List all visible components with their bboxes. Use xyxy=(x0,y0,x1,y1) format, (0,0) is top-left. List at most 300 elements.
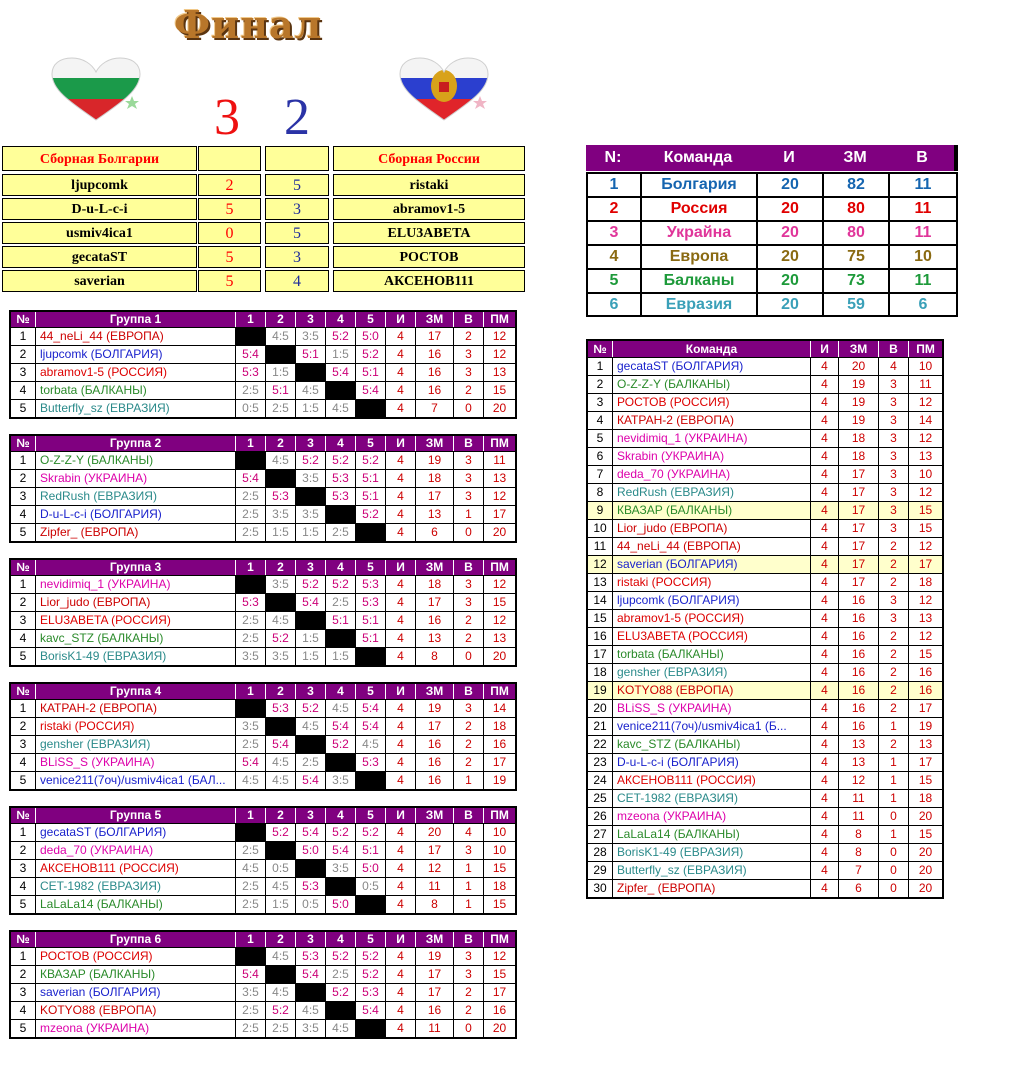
standings-cell: 20 xyxy=(756,246,822,268)
group-stat-cell: 17 xyxy=(415,328,453,345)
standings-header-cell: И xyxy=(783,149,795,166)
group-result-cell: 5:4 xyxy=(235,754,265,771)
group-row-number: 2 xyxy=(19,843,27,857)
score-right: 2 xyxy=(284,89,310,146)
standings-row xyxy=(586,196,958,220)
overall-row xyxy=(588,735,942,753)
group-row xyxy=(11,487,515,505)
overall-stat-cell: 3 xyxy=(878,412,908,429)
group-result-cell: 5:4 xyxy=(295,594,325,611)
group-stat-cell: 4 xyxy=(385,400,415,417)
group-result-cell: 2:5 xyxy=(235,488,265,505)
group-result-cell: 5:3 xyxy=(235,364,265,381)
overall-stat-cell: 17 xyxy=(908,754,942,771)
group-result-cell: 2:5 xyxy=(235,1002,265,1019)
overall-row xyxy=(588,645,942,663)
group-result-cell: 1:5 xyxy=(295,630,325,647)
group-row xyxy=(11,753,515,771)
group-result-cell: 3:5 xyxy=(325,860,355,877)
group-header-cell: 4 xyxy=(325,932,355,947)
group-row-number: 3 xyxy=(19,365,27,379)
group-stat-cell: 18 xyxy=(483,718,515,735)
match-right-player: ELU3ABETA xyxy=(333,222,525,244)
overall-stat-cell: 16 xyxy=(908,682,942,699)
group-stat-cell: 8 xyxy=(415,648,453,665)
overall-stat-cell: 4 xyxy=(810,862,838,879)
group-stat-cell: 10 xyxy=(483,842,515,859)
overall-stat-cell: 4 xyxy=(810,790,838,807)
group-result-cell: 5:2 xyxy=(325,736,355,753)
group-header-cell: 3 xyxy=(295,808,325,823)
group-header-cell: № xyxy=(16,312,30,326)
group-header-cell: 2 xyxy=(265,932,295,947)
group-row xyxy=(11,451,515,469)
group-result-cell: 5:2 xyxy=(295,700,325,717)
standings-header-right-edge xyxy=(954,145,958,171)
overall-player-name: RedRush (ЕВРАЗИЯ) xyxy=(612,484,810,501)
standings-right-edge xyxy=(956,222,958,244)
group-header-cell: И xyxy=(385,560,415,575)
group-self-cell xyxy=(295,364,325,381)
match-right-player: abramov1-5 xyxy=(333,198,525,220)
overall-player-name: Butterfly_sz (ЕВРАЗИЯ) xyxy=(612,862,810,879)
overall-stat-cell: 4 xyxy=(810,484,838,501)
group-row xyxy=(11,523,515,541)
group-stat-cell: 4 xyxy=(453,824,483,841)
standings-cell: 11 xyxy=(888,198,956,220)
page-title: Финал xyxy=(174,2,323,47)
group-row-number: 1 xyxy=(19,329,27,343)
group-stat-cell: 15 xyxy=(483,966,515,983)
group-player-name: BorisK1-49 (ЕВРАЗИЯ) xyxy=(35,648,235,665)
group-result-cell: 2:5 xyxy=(235,878,265,895)
overall-rank: 30 xyxy=(593,881,607,895)
group-header-cell: ПМ xyxy=(483,560,515,575)
group-result-cell: 5:3 xyxy=(355,984,385,1001)
group-self-cell xyxy=(265,842,295,859)
overall-stat-cell: 0 xyxy=(878,808,908,825)
overall-row xyxy=(588,411,942,429)
overall-rank: 25 xyxy=(593,791,607,805)
group-player-name: abramov1-5 (РОССИЯ) xyxy=(35,364,235,381)
overall-stat-cell: 17 xyxy=(838,484,878,501)
overall-rank: 19 xyxy=(593,683,607,697)
standings-cell: Россия xyxy=(640,198,756,220)
overall-row xyxy=(588,609,942,627)
overall-stat-cell: 4 xyxy=(810,844,838,861)
overall-row xyxy=(588,519,942,537)
group-self-cell xyxy=(325,878,355,895)
group-stat-cell: 2 xyxy=(453,612,483,629)
group-row xyxy=(11,345,515,363)
overall-stat-cell: 4 xyxy=(810,664,838,681)
group-header-cell: 3 xyxy=(295,932,325,947)
group-self-cell xyxy=(295,612,325,629)
group-header-cell: 3 xyxy=(295,312,325,327)
group-row xyxy=(11,575,515,593)
overall-stat-cell: 2 xyxy=(878,646,908,663)
overall-rank: 6 xyxy=(596,449,604,463)
group-row xyxy=(11,381,515,399)
standings-cell: 11 xyxy=(888,174,956,196)
overall-player-name: КВАЗАР (БАЛКАНЫ) xyxy=(612,502,810,519)
group-result-cell: 2:5 xyxy=(325,966,355,983)
overall-stat-cell: 18 xyxy=(838,448,878,465)
group-header-cell: 5 xyxy=(355,560,385,575)
group-stat-cell: 12 xyxy=(483,612,515,629)
group-stat-cell: 18 xyxy=(415,576,453,593)
overall-stat-cell: 17 xyxy=(838,520,878,537)
overall-stat-cell: 19 xyxy=(908,718,942,735)
group-header-cell: Группа 3 xyxy=(35,560,235,575)
group-player-name: Zipfer_ (ЕВРОПА) xyxy=(35,524,235,541)
group-result-cell: 2:5 xyxy=(265,400,295,417)
standings-row xyxy=(586,172,958,196)
group-stat-cell: 13 xyxy=(415,506,453,523)
group-result-cell: 4:5 xyxy=(295,1002,325,1019)
group-result-cell: 4:5 xyxy=(265,772,295,789)
group-stat-cell: 4 xyxy=(385,648,415,665)
group-stat-cell: 16 xyxy=(415,754,453,771)
standings-right-edge xyxy=(956,198,958,220)
group-result-cell: 5:4 xyxy=(325,718,355,735)
group-stat-cell: 17 xyxy=(415,594,453,611)
group-result-cell: 5:2 xyxy=(355,452,385,469)
group-stat-cell: 15 xyxy=(483,860,515,877)
match-right-player: ristaki xyxy=(333,174,525,196)
group-header-cell: 1 xyxy=(235,932,265,947)
overall-rank: 4 xyxy=(596,413,604,427)
overall-stat-cell: 16 xyxy=(838,592,878,609)
overall-stat-cell: 19 xyxy=(838,412,878,429)
overall-stat-cell: 4 xyxy=(810,610,838,627)
overall-row xyxy=(588,375,942,393)
match-right-player: АКСЕНОВ111 xyxy=(333,270,525,292)
group-self-cell xyxy=(295,984,325,1001)
group-result-cell: 5:3 xyxy=(265,700,295,717)
standings-cell: 73 xyxy=(822,270,888,292)
group-result-cell: 1:5 xyxy=(265,896,295,913)
overall-rank: 12 xyxy=(593,557,607,571)
group-result-cell: 4:5 xyxy=(295,382,325,399)
group-stat-cell: 2 xyxy=(453,1002,483,1019)
overall-stat-cell: 4 xyxy=(810,358,838,375)
overall-player-name: torbata (БАЛКАНЫ) xyxy=(612,646,810,663)
group-result-cell: 5:4 xyxy=(355,382,385,399)
group-stat-cell: 3 xyxy=(453,966,483,983)
group-result-cell: 3:5 xyxy=(325,772,355,789)
overall-row xyxy=(588,753,942,771)
group-result-cell: 5:1 xyxy=(355,470,385,487)
score-left: 3 xyxy=(214,89,240,146)
group-stat-cell: 4 xyxy=(385,1020,415,1037)
overall-stat-cell: 13 xyxy=(908,736,942,753)
group-result-cell: 2:5 xyxy=(325,524,355,541)
group-stat-cell: 19 xyxy=(483,772,515,789)
group-header-cell: 4 xyxy=(325,808,355,823)
group-row xyxy=(11,1019,515,1037)
overall-stat-cell: 12 xyxy=(908,538,942,555)
group-self-cell xyxy=(355,648,385,665)
group-result-cell: 3:5 xyxy=(235,718,265,735)
group-row-number: 5 xyxy=(19,773,27,787)
group-player-name: torbata (БАЛКАНЫ) xyxy=(35,382,235,399)
overall-stat-cell: 20 xyxy=(908,808,942,825)
group-stat-cell: 3 xyxy=(453,948,483,965)
group-header-cell: 4 xyxy=(325,312,355,327)
overall-rank: 2 xyxy=(596,377,604,391)
group-result-cell: 5:4 xyxy=(235,966,265,983)
group-result-cell: 1:5 xyxy=(265,524,295,541)
group-result-cell: 2:5 xyxy=(235,736,265,753)
group-header-cell: И xyxy=(385,932,415,947)
overall-row xyxy=(588,501,942,519)
group-row xyxy=(11,859,515,877)
group-row-number: 5 xyxy=(19,649,27,663)
group-stat-cell: 4 xyxy=(385,966,415,983)
group-header-cell: ЗМ xyxy=(415,684,453,699)
group-stat-cell: 13 xyxy=(415,630,453,647)
overall-stat-cell: 11 xyxy=(838,790,878,807)
group-stat-cell: 17 xyxy=(415,488,453,505)
overall-stat-cell: 4 xyxy=(810,826,838,843)
overall-stat-cell: 3 xyxy=(878,502,908,519)
overall-row xyxy=(588,699,942,717)
group-result-cell: 5:1 xyxy=(355,612,385,629)
group-self-cell xyxy=(325,630,355,647)
overall-stat-cell: 4 xyxy=(810,466,838,483)
group-stat-cell: 12 xyxy=(483,576,515,593)
group-result-cell: 4:5 xyxy=(265,878,295,895)
overall-player-name: CET-1982 (ЕВРАЗИЯ) xyxy=(612,790,810,807)
group-header-cell: В xyxy=(453,932,483,947)
overall-stat-cell: 10 xyxy=(908,466,942,483)
group-row xyxy=(11,611,515,629)
group-result-cell: 5:3 xyxy=(235,594,265,611)
group-row xyxy=(11,505,515,523)
group-table xyxy=(9,434,517,543)
group-result-cell: 5:3 xyxy=(295,948,325,965)
overall-stat-cell: 16 xyxy=(838,664,878,681)
group-stat-cell: 0 xyxy=(453,524,483,541)
group-self-cell xyxy=(235,700,265,717)
group-header-cell: 2 xyxy=(265,560,295,575)
group-result-cell: 5:4 xyxy=(325,842,355,859)
group-row xyxy=(11,877,515,895)
standings-right-edge xyxy=(956,246,958,268)
group-header-cell: 1 xyxy=(235,684,265,699)
group-row xyxy=(11,947,515,965)
group-result-cell: 5:2 xyxy=(325,984,355,1001)
overall-rank: 27 xyxy=(593,827,607,841)
standings-cell: Болгария xyxy=(640,174,756,196)
group-result-cell: 5:0 xyxy=(295,842,325,859)
group-row-number: 2 xyxy=(19,347,27,361)
overall-row xyxy=(588,573,942,591)
group-self-cell xyxy=(325,754,355,771)
group-stat-cell: 3 xyxy=(453,576,483,593)
overall-stat-cell: 3 xyxy=(878,592,908,609)
group-stat-cell: 17 xyxy=(415,984,453,1001)
group-stat-cell: 4 xyxy=(385,824,415,841)
overall-player-name: BLiSS_S (УКРАИНА) xyxy=(612,700,810,717)
overall-stat-cell: 12 xyxy=(908,430,942,447)
group-self-cell xyxy=(265,718,295,735)
overall-stat-cell: 13 xyxy=(908,610,942,627)
group-stat-cell: 16 xyxy=(415,346,453,363)
standings-row xyxy=(586,292,958,316)
group-result-cell: 5:3 xyxy=(295,878,325,895)
group-row-number: 1 xyxy=(19,577,27,591)
group-result-cell: 5:2 xyxy=(355,824,385,841)
group-header-cell: И xyxy=(385,684,415,699)
overall-row xyxy=(588,555,942,573)
group-stat-cell: 4 xyxy=(385,488,415,505)
group-header-cell: 1 xyxy=(235,436,265,451)
overall-stat-cell: 3 xyxy=(878,520,908,537)
overall-rank: 7 xyxy=(596,467,604,481)
group-result-cell: 5:2 xyxy=(355,506,385,523)
overall-row xyxy=(588,447,942,465)
group-stat-cell: 4 xyxy=(385,524,415,541)
group-player-name: D-u-L-c-i (БОЛГАРИЯ) xyxy=(35,506,235,523)
group-stat-cell: 19 xyxy=(415,700,453,717)
group-stat-cell: 1 xyxy=(453,506,483,523)
group-row xyxy=(11,841,515,859)
group-row-number: 1 xyxy=(19,949,27,963)
overall-rank: 17 xyxy=(593,647,607,661)
group-result-cell: 5:2 xyxy=(265,1002,295,1019)
group-stat-cell: 4 xyxy=(385,718,415,735)
standings-cell: Украйна xyxy=(640,222,756,244)
group-stat-cell: 1 xyxy=(453,878,483,895)
group-row xyxy=(11,771,515,789)
group-result-cell: 5:1 xyxy=(355,630,385,647)
group-stat-cell: 6 xyxy=(415,524,453,541)
group-row xyxy=(11,327,515,345)
overall-stat-cell: 0 xyxy=(878,844,908,861)
group-result-cell: 3:5 xyxy=(235,648,265,665)
overall-stat-cell: 4 xyxy=(810,556,838,573)
group-header-cell: 1 xyxy=(235,560,265,575)
group-result-cell: 5:4 xyxy=(235,346,265,363)
group-stat-cell: 4 xyxy=(385,842,415,859)
group-stat-cell: 16 xyxy=(415,736,453,753)
group-result-cell: 3:5 xyxy=(295,1020,325,1037)
group-result-cell: 5:4 xyxy=(265,736,295,753)
group-stat-cell: 14 xyxy=(483,700,515,717)
group-row-number: 3 xyxy=(19,861,27,875)
overall-stat-cell: 4 xyxy=(810,736,838,753)
overall-header-cell: № xyxy=(593,342,607,356)
group-result-cell: 5:2 xyxy=(265,824,295,841)
group-result-cell: 2:5 xyxy=(325,594,355,611)
overall-stat-cell: 4 xyxy=(810,520,838,537)
standings-cell: 20 xyxy=(756,222,822,244)
match-right-player: РОСТОВ xyxy=(333,246,525,268)
group-stat-cell: 3 xyxy=(453,842,483,859)
group-stat-cell: 3 xyxy=(453,700,483,717)
match-left-player: gecataST xyxy=(2,246,197,268)
group-stat-cell: 4 xyxy=(385,452,415,469)
group-result-cell: 5:4 xyxy=(355,718,385,735)
group-player-name: O-Z-Z-Y (БАЛКАНЫ) xyxy=(35,452,235,469)
group-result-cell: 5:2 xyxy=(265,630,295,647)
overall-rank: 29 xyxy=(593,863,607,877)
group-stat-cell: 0 xyxy=(453,400,483,417)
group-result-cell: 5:1 xyxy=(295,346,325,363)
overall-stat-cell: 3 xyxy=(878,466,908,483)
overall-stat-cell: 12 xyxy=(908,592,942,609)
overall-row xyxy=(588,717,942,735)
standings-cell: 6 xyxy=(586,294,640,316)
match-left-score: 0 xyxy=(198,222,261,244)
overall-stat-cell: 15 xyxy=(908,826,942,843)
group-result-cell: 5:2 xyxy=(295,576,325,593)
group-header-cell: 2 xyxy=(265,312,295,327)
group-result-cell: 1:5 xyxy=(325,346,355,363)
group-result-cell: 0:5 xyxy=(235,400,265,417)
group-stat-cell: 4 xyxy=(385,984,415,1001)
group-header-cell: Группа 2 xyxy=(35,436,235,451)
overall-rank: 20 xyxy=(593,701,607,715)
overall-stat-cell: 4 xyxy=(810,412,838,429)
group-stat-cell: 4 xyxy=(385,594,415,611)
group-header-cell: Группа 1 xyxy=(35,312,235,327)
group-header-cell: Группа 5 xyxy=(35,808,235,823)
overall-row xyxy=(588,771,942,789)
overall-stat-cell: 17 xyxy=(838,466,878,483)
group-table xyxy=(9,682,517,791)
overall-row xyxy=(588,393,942,411)
group-header-row xyxy=(11,312,515,327)
overall-player-name: ELU3ABETA (РОССИЯ) xyxy=(612,628,810,645)
overall-stat-cell: 17 xyxy=(908,556,942,573)
group-stat-cell: 4 xyxy=(385,364,415,381)
group-result-cell: 5:1 xyxy=(355,488,385,505)
group-stat-cell: 1 xyxy=(453,896,483,913)
group-header-cell: ЗМ xyxy=(415,932,453,947)
group-stat-cell: 4 xyxy=(385,1002,415,1019)
overall-stat-cell: 12 xyxy=(838,772,878,789)
group-result-cell: 4:5 xyxy=(265,452,295,469)
overall-stat-cell: 4 xyxy=(810,592,838,609)
standings-cell: 59 xyxy=(822,294,888,316)
group-self-cell xyxy=(295,488,325,505)
group-result-cell: 2:5 xyxy=(235,1020,265,1037)
group-result-cell: 5:3 xyxy=(325,470,355,487)
overall-stat-cell: 17 xyxy=(908,700,942,717)
group-header-cell: № xyxy=(16,684,30,698)
standings-row xyxy=(586,244,958,268)
group-player-name: nevidimiq_1 (УКРАИНА) xyxy=(35,576,235,593)
group-header-cell: ПМ xyxy=(483,436,515,451)
group-stat-cell: 16 xyxy=(415,1002,453,1019)
group-row xyxy=(11,983,515,1001)
match-left-player: usmiv4ica1 xyxy=(2,222,197,244)
group-stat-cell: 7 xyxy=(415,400,453,417)
group-result-cell: 2:5 xyxy=(235,842,265,859)
standings-cell: 82 xyxy=(822,174,888,196)
group-stat-cell: 16 xyxy=(415,364,453,381)
overall-player-name: BorisK1-49 (ЕВРАЗИЯ) xyxy=(612,844,810,861)
group-result-cell: 2:5 xyxy=(235,506,265,523)
group-result-cell: 4:5 xyxy=(235,860,265,877)
overall-stat-cell: 4 xyxy=(810,718,838,735)
group-result-cell: 5:0 xyxy=(325,896,355,913)
group-self-cell xyxy=(355,1020,385,1037)
group-stat-cell: 4 xyxy=(385,382,415,399)
